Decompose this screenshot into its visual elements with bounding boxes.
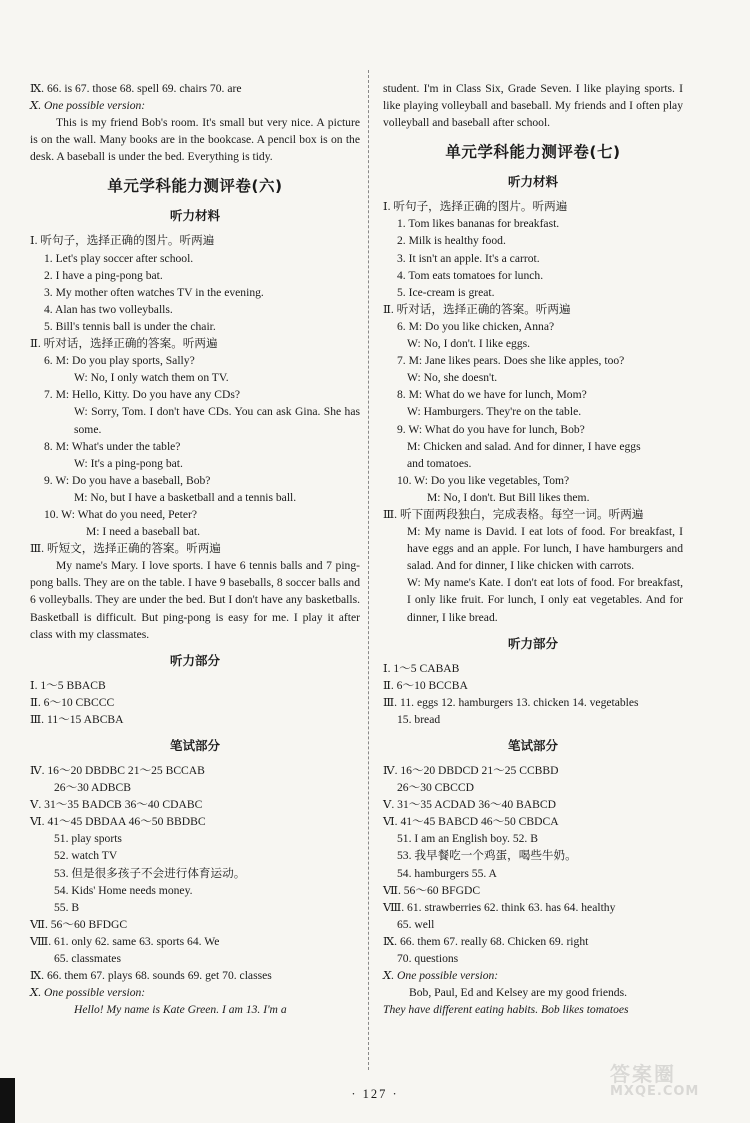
- text-line: 54. hamburgers 55. A: [397, 866, 497, 880]
- text-line: 6. M: Do you play sports, Sally?: [44, 354, 195, 368]
- text-line: 51. play sports: [54, 832, 122, 846]
- text-line: 10. W: Do you like vegetables, Tom?: [397, 473, 570, 487]
- watermark-top-text: 答案圈: [610, 1062, 676, 1086]
- unit-7-title: 单元学科能力测评卷(七): [445, 143, 621, 162]
- text-line: 9. W: What do you have for lunch, Bob?: [397, 422, 585, 436]
- text-line: Ⅱ. 6～10 CBCCC: [30, 695, 115, 709]
- text-line: 4. Alan has two volleyballs.: [44, 302, 173, 316]
- unit-6-title: 单元学科能力测评卷(六): [107, 177, 283, 196]
- text-line: 26～30 ADBCB: [54, 781, 131, 795]
- text-line: Ⅹ. One possible version:: [30, 986, 146, 1000]
- text-line: 6. M: Do you like chicken, Anna?: [397, 319, 555, 333]
- text-line: W: Hamburgers. They're on the table.: [407, 405, 582, 419]
- text-line: Ⅴ. 31～35 BADCB 36～40 CDABC: [30, 798, 203, 812]
- text-line: 54. Kids' Home needs money.: [54, 883, 193, 897]
- text-line: 3. My mother often watches TV in the evening.: [44, 285, 264, 299]
- text-line: 70. questions: [397, 952, 459, 966]
- text-line: Ⅵ. 41～45 DBDAA 46～50 BBDBC: [30, 815, 206, 829]
- text-line: 5. Bill's tennis ball is under the chair.: [44, 319, 216, 333]
- text-line: Ⅸ. 66. them 67. plays 68. sounds 69. get 70. classes: [30, 969, 272, 983]
- scan-edge-bar: [0, 1078, 15, 1123]
- page-number: · 127 ·: [351, 1087, 399, 1101]
- text-line: M: No, but I have a basketball and a tennis ball.: [74, 490, 297, 504]
- text-line: Ⅲ. 听短文，选择正确的答案。听两遍: [30, 542, 221, 556]
- text-line: 8. M: What do we have for lunch, Mom?: [397, 388, 587, 402]
- text-line: Ⅲ. 11. eggs 12. hamburgers 13. chicken 14. vegetables: [383, 695, 639, 709]
- text-line: 52. watch TV: [54, 849, 118, 863]
- text-line: 65. well: [397, 917, 435, 931]
- unit-6-passage: My name's Mary. I love sports. I have 6 tennis balls and 7 ping-pong balls. They are on the table. I have 9 baseballs, 8 soccer balls and 6 volleyballs. They are under the bed. But I don't have any basketballs. Basketball is difficult. But ping-pong is easy for me. I play it after class with my classmates.: [30, 559, 360, 641]
- text-line: 7. M: Jane likes pears. Does she like apples, too?: [397, 354, 625, 368]
- text-line: 8. M: What's under the table?: [44, 439, 181, 453]
- text-line: Ⅴ. 31～35 ACDAD 36～40 BABCD: [383, 798, 556, 812]
- text-line: 7. M: Hello, Kitty. Do you have any CDs?: [44, 388, 240, 402]
- text-line: W: No, she doesn't.: [407, 371, 498, 385]
- left-column: [30, 80, 360, 1018]
- text-line: Ⅰ. 听句子，选择正确的图片。听两遍: [383, 200, 568, 214]
- unit-6-written: [30, 762, 360, 1018]
- text-line: Ⅱ. 6～10 BCCBA: [383, 678, 468, 692]
- unit-6-listening-part1: [30, 232, 360, 403]
- unit-6-written-title: 笔试部分: [169, 738, 220, 753]
- text-line: 51. I am an English boy. 52. B: [397, 832, 538, 846]
- text-line: Ⅰ. 1～5 CABAB: [383, 661, 460, 675]
- text-line: Ⅷ. 61. strawberries 62. think 63. has 64. healthy: [383, 900, 616, 914]
- text-line: M: I need a baseball bat.: [86, 525, 200, 539]
- text-line: Ⅲ. 听下面两段独白，完成表格。每空一词。听两遍: [383, 507, 644, 521]
- text-line: 1. Tom likes bananas for breakfast.: [397, 217, 560, 231]
- text-line: Ⅹ. One possible version:: [383, 969, 499, 983]
- text-line: W: It's a ping-pong bat.: [74, 456, 183, 470]
- text-line: W: No, I only watch them on TV.: [74, 371, 229, 385]
- unit-6-listening-title: 听力材料: [169, 208, 220, 224]
- text-line: 2. I have a ping-pong bat.: [44, 268, 163, 282]
- text-line: Ⅷ. 61. only 62. same 63. sports 64. We: [30, 934, 220, 948]
- text-line: 5. Ice-cream is great.: [397, 285, 495, 299]
- unit-7-written-title: 笔试部分: [507, 738, 558, 753]
- unit-6-dialog-7-response: W: Sorry, Tom. I don't have CDs. You can ask Gina. She has some.: [74, 405, 360, 436]
- text-line: W: No, I don't. I like eggs.: [407, 337, 531, 351]
- unit-7-monologue-m: M: My name is David. I eat lots of food. For breakfast, I have eggs and an apple. For lunch, I have hamburgers and salad. And for dinner, I like chicken with carrots.: [407, 525, 683, 573]
- text-line: 1. Let's play soccer after school.: [44, 251, 194, 265]
- text-line: 9. W: Do you have a baseball, Bob?: [44, 473, 211, 487]
- text-line: 3. It isn't an apple. It's a carrot.: [397, 251, 540, 265]
- text-line: Ⅸ. 66. them 67. really 68. Chicken 69. right: [383, 934, 589, 948]
- unit-7-monologue-w: W: My name's Kate. I don't eat lots of food. For breakfast, I only like fruit. For lunch, I only eat vegetables. And for dinner, I like bread.: [407, 576, 683, 624]
- text-line: Ⅶ. 56～60 BFGDC: [383, 883, 481, 897]
- text-line: Hello! My name is Kate Green. I am 13. I'm a: [74, 1003, 287, 1017]
- text-line: Ⅵ. 41～45 BABCD 46～50 CBDCA: [383, 815, 559, 829]
- unit-7-listening-title: 听力材料: [507, 174, 558, 190]
- text-line: 10. W: What do you need, Peter?: [44, 507, 198, 521]
- text-line: 53. 我早餐吃一个鸡蛋，喝些牛奶。: [397, 849, 577, 863]
- column-divider: [368, 70, 369, 1070]
- right-column: [383, 80, 683, 1018]
- left-essay: This is my friend Bob's room. It's small but very nice. A picture is on the wall. Many books are in the bookcase. A pencil box is on the desk. A baseball is under the bed. Everything is tidy.: [30, 116, 360, 164]
- text-line: 55. B: [54, 900, 80, 914]
- text-line: Ⅶ. 56～60 BFDGC: [30, 917, 128, 931]
- unit-7-written: [383, 762, 683, 984]
- unit-7-answers-title: 听力部分: [507, 635, 558, 651]
- watermark-logo: [610, 1062, 740, 1116]
- text-line: Ⅰ. 听句子，选择正确的图片。听两遍: [30, 234, 215, 248]
- text-line: Ⅹ. One possible version:: [30, 99, 146, 113]
- text-line: Ⅲ. 11～15 ABCBA: [30, 712, 124, 726]
- text-line: Ⅸ. 66. is 67. those 68. spell 69. chairs 70. are: [30, 82, 242, 95]
- text-line: Ⅳ. 16～20 DBDCD 21～25 CCBBD: [383, 764, 559, 777]
- unit-6-answers: [30, 677, 360, 728]
- text-line: 15. bread: [397, 712, 441, 726]
- unit-6-answers-title: 听力部分: [169, 652, 220, 668]
- text-line: Ⅱ. 听对话，选择正确的答案。听两遍: [30, 337, 218, 351]
- unit-7-answers: [383, 660, 683, 728]
- text-line: M: Chicken and salad. And for dinner, I have eggs: [407, 439, 641, 453]
- text-line: 26～30 CBCCD: [397, 781, 474, 795]
- text-line: 2. Milk is healthy food.: [397, 234, 506, 248]
- unit-7-essay-last-line: They have different eating habits. Bob likes tomatoes: [383, 1003, 629, 1017]
- unit-7-listening-part1: [383, 198, 683, 523]
- text-line: Ⅳ. 16～20 DBDBC 21～25 BCCAB: [30, 764, 205, 777]
- text-line: 4. Tom eats tomatoes for lunch.: [397, 268, 544, 282]
- text-line: Ⅰ. 1～5 BBACB: [30, 678, 106, 692]
- text-line: 53. 但是很多孩子不会进行体育运动。: [54, 866, 246, 880]
- right-essay-continuation: student. I'm in Class Six, Grade Seven. I like playing sports. I like playing volleyball and baseball. My friends and I often play volleyball and baseball after school.: [383, 82, 683, 130]
- text-line: and tomatoes.: [407, 456, 472, 470]
- text-line: M: No, I don't. But Bill likes them.: [427, 490, 590, 504]
- text-line: 65. classmates: [54, 952, 121, 966]
- left-intro: [30, 80, 360, 114]
- watermark-bottom-text: MXQE.COM: [610, 1084, 700, 1100]
- text-line: Ⅱ. 听对话，选择正确的答案。听两遍: [383, 302, 571, 316]
- unit-6-listening-part2: [30, 438, 360, 558]
- unit-7-essay: Bob, Paul, Ed and Kelsey are my good friends.: [409, 986, 627, 1000]
